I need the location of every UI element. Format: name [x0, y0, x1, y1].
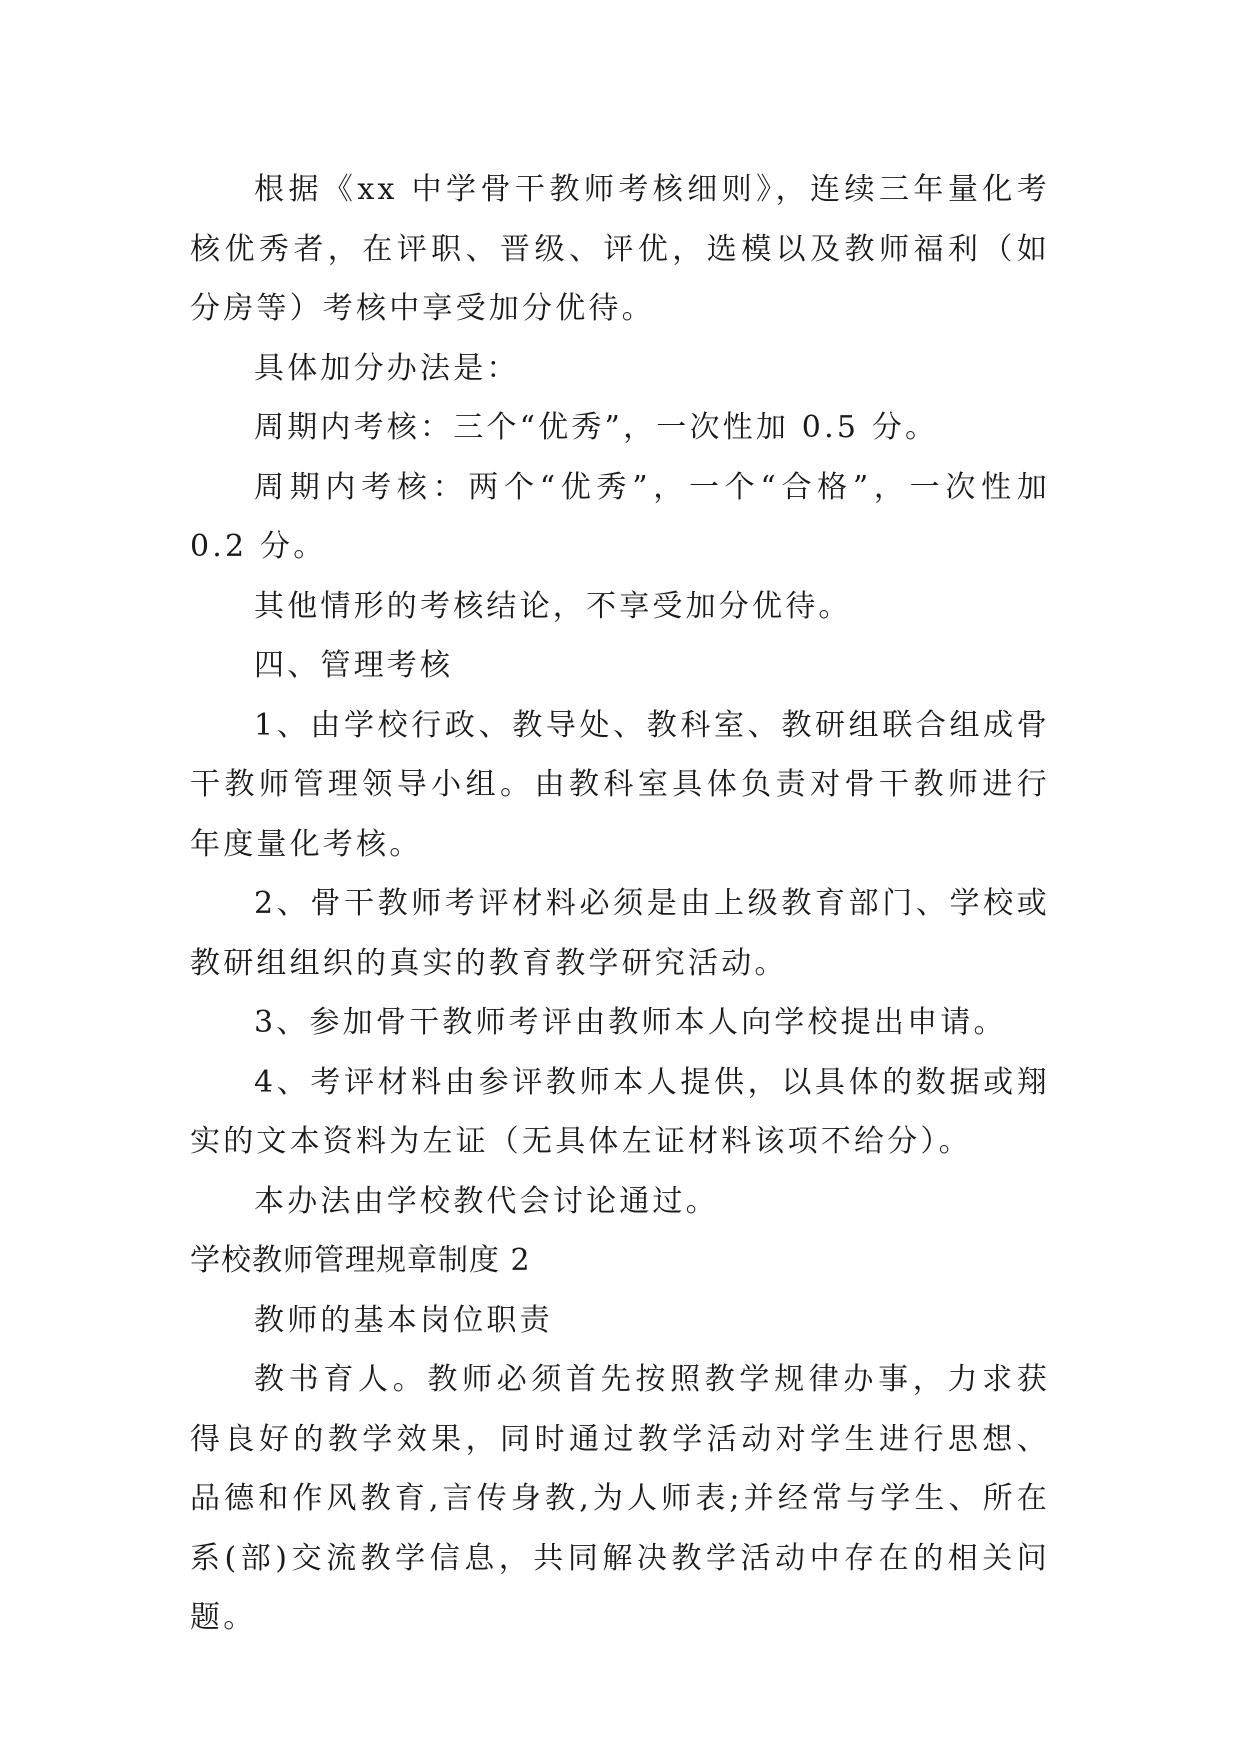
- list-item-2: 2、骨干教师考评材料必须是由上级教育部门、学校或教研组组织的真实的教育教学研究活动。: [190, 886, 1050, 981]
- paragraph-two-excellent: 周期内考核：两个“优秀”，一个“合格”，一次性加 0.2 分。: [190, 469, 1050, 564]
- paragraph-three-excellent: 周期内考核：三个“优秀”，一次性加 0.5 分。: [254, 410, 939, 445]
- section-heading-management: 四、管理考核: [254, 648, 454, 683]
- document-title-2: 学校教师管理规章制度 2: [190, 1243, 531, 1278]
- list-item-4: 4、考评材料由参评教师本人提供，以具体的数据或翔实的文本资料为左证（无具体左证材料该项不给分）。: [190, 1064, 1050, 1159]
- paragraph-bonus-rule: 根据《xx 中学骨干教师考核细则》，连续三年量化考核优秀者，在评职、晋级、评优，选模以及教师福利（如分房等）考核中享受加分优待。: [190, 172, 1050, 326]
- paragraph-bonus-method: 具体加分办法是：: [254, 350, 520, 386]
- paragraph-teaching: 教书育人。教师必须首先按照教学规律办事，力求获得良好的教学效果，同时通过教学活动对学生进行思想、品德和作风教育,言传身教,为人师表;并经常与学生、所在系(部)交流教学信息，共同解决教学活动中存在的相关问题。: [190, 1362, 1050, 1635]
- paragraph-other-cases: 其他情形的考核结论，不享受加分优待。: [254, 588, 852, 624]
- document-body: [190, 160, 1050, 1648]
- section-heading-duties: 教师的基本岗位职责: [254, 1302, 553, 1338]
- list-item-3: 3、参加骨干教师考评由教师本人向学校提出申请。: [254, 1005, 1007, 1040]
- paragraph-approval: 本办法由学校教代会讨论通过。: [254, 1183, 719, 1219]
- list-item-1: 1、由学校行政、教导处、教科室、教研组联合组成骨干教师管理领导小组。由教科室具体负责对骨干教师进行年度量化考核。: [190, 707, 1050, 862]
